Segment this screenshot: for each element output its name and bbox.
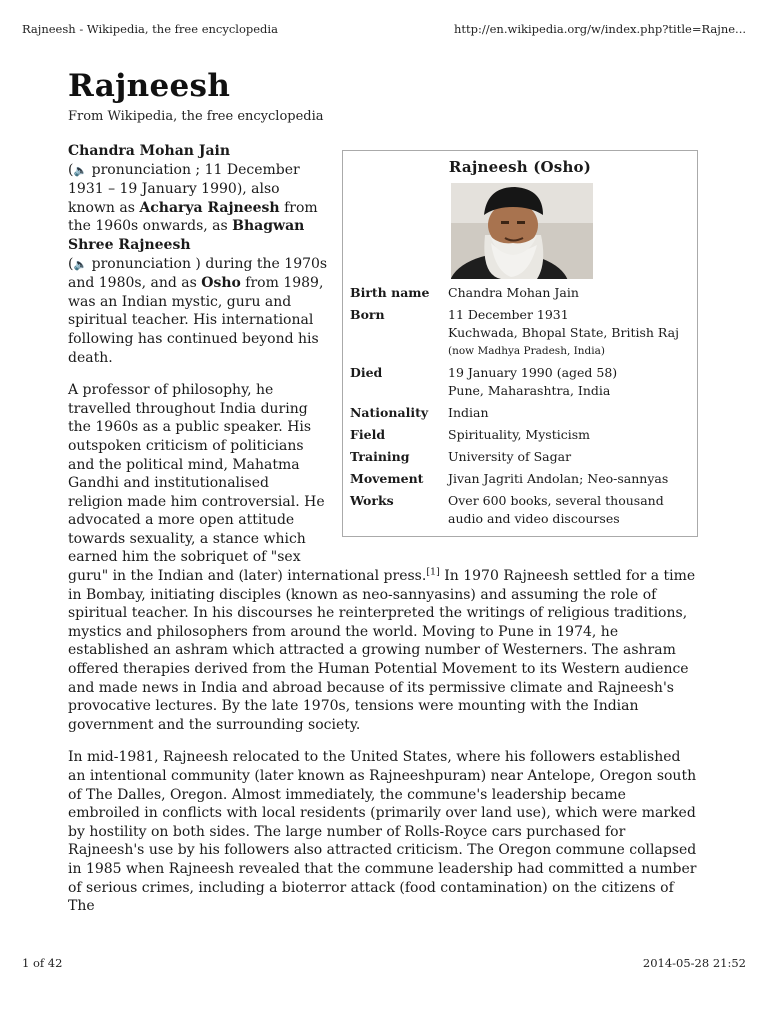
infobox-value-link[interactable]: Jivan Jagriti Andolan; Neo-sannyas <box>448 471 669 486</box>
infobox-value-line: 19 January 1990 (aged 58) <box>448 365 618 380</box>
speaker-icon[interactable]: 🔈 <box>73 257 88 271</box>
article-body <box>68 142 700 930</box>
infobox-label: Born <box>350 307 385 322</box>
infobox-label: Birth name <box>350 285 430 300</box>
print-header <box>22 22 746 42</box>
infobox-value-link[interactable]: Pune, Maharashtra, India <box>448 383 611 398</box>
tagline: From Wikipedia, the free encyclopedia <box>68 109 324 124</box>
infobox-label: Died <box>350 365 383 380</box>
infobox-value-link[interactable]: Kuchwada, Bhopal State, British Raj <box>448 325 679 340</box>
infobox-value-line: audio and video discourses <box>448 511 620 526</box>
intro-text-4: from 1989, was an Indian mystic, guru and spiritual teacher. His international following has continued beyond his death. <box>68 275 324 366</box>
print-header-title: Rajneesh - Wikipedia, the free encyclopedia <box>22 22 278 36</box>
intro-paragraph: Chandra Mohan Jain (🔈 pronunciation ; 11 December 1931 – 19 January 1990), also known as Acharya Rajneesh from the 1960s onwards, as Bhagwan Shree Rajneesh (🔈 pronunciation ) during the 1970s and 1980s, and as Osho from 1989, was an Indian mystic, guru and spiritual teacher. His international following has continued beyond his death. <box>68 143 328 366</box>
infobox-value-line: Over 600 books, several thousand <box>448 493 664 508</box>
infobox-label: Movement <box>350 471 424 486</box>
infobox-value-line: 11 December 1931 <box>448 307 569 322</box>
intro-text-3: pronunciation ) during the 1970s and 1980s, and as <box>68 255 328 292</box>
alias-acharya: Acharya Rajneesh <box>139 199 280 216</box>
alias-osho: Osho <box>201 275 241 292</box>
intro-text-1: pronunciation ; 11 December 1931 – 19 January 1990), also known as <box>68 161 300 216</box>
infobox-label: Works <box>350 493 394 508</box>
print-timestamp: 2014-05-28 21:52 <box>642 956 746 970</box>
infobox-label: Training <box>350 449 410 464</box>
speaker-icon[interactable]: 🔈 <box>73 163 88 177</box>
print-header-url[interactable]: http://en.wikipedia.org/w/index.php?title=Rajne... <box>453 22 746 36</box>
infobox-title: Rajneesh (Osho) <box>448 158 592 176</box>
infobox-label: Nationality <box>350 405 429 420</box>
infobox-value-link[interactable]: Spirituality, Mysticism <box>448 427 590 442</box>
intro-text-2: from the 1960s onwards, as <box>68 199 318 235</box>
paragraph-2-text-a: A professor of philosophy, he travelled throughout India during the 1960s as a public speaker. His outspoken criticism of politicians and the political mind, Mahatma Gandhi and institutionalised religion made him controversial. He advocated a more open attitude towards sexuality, a stance which earned him the sobriquet of "sex guru" in the Indian and (later) international press. <box>68 382 427 585</box>
paragraph-2-text-b: In 1970 Rajneesh settled for a time in Bombay, initiating disciples (known as neo-sannyasins) and assuming the role of spiritual teacher. In his discourses he reinterpreted the writings of religious traditions, mystics and philosophers from around the world. Moving to Pune in 1974, he established an ashram which attracted a growing number of Westerners. The ashram offered therapies derived from the Human Potential Movement to its Western audience and made news in India and abroad because of its permissive climate and Rajneesh's provocative lectures. By the late 1970s, tensions were mounting with the Indian government and the surrounding society. <box>68 568 696 733</box>
infobox-value-link[interactable]: University of Sagar <box>448 449 572 464</box>
infobox-value-note: (now Madhya Pradesh, India) <box>448 345 605 357</box>
alias-bhagwan: Bhagwan Shree Rajneesh <box>68 218 305 253</box>
infobox-float-spacer <box>328 142 700 554</box>
paragraph-3: In mid-1981, Rajneesh relocated to the United States, where his followers established an intentional community (later known as Rajneeshpuram) near Antelope, Oregon south of The Dalles, Oregon. Almost immediately, the commune's leadership became embroiled in conflicts with local residents (primarily over land use), which were marked by hostility on both sides. The large number of Rolls-Royce cars purchased for Rajneesh's use by his followers also attracted criticism. The Oregon commune collapsed in 1985 when Rajneesh revealed that the commune leadership had committed a number of serious crimes, including a bioterror attack (food contamination) on the citizens of The <box>68 749 697 915</box>
infobox-value-line: Chandra Mohan Jain <box>448 285 579 300</box>
page-counter: 1 of 42 <box>22 956 63 970</box>
subject-name: Chandra Mohan Jain <box>68 143 231 159</box>
infobox-label: Field <box>350 427 386 442</box>
citation-1[interactable]: [1] <box>426 566 440 578</box>
page-title: Rajneesh <box>68 68 231 104</box>
infobox-value-link[interactable]: Indian <box>448 405 489 420</box>
